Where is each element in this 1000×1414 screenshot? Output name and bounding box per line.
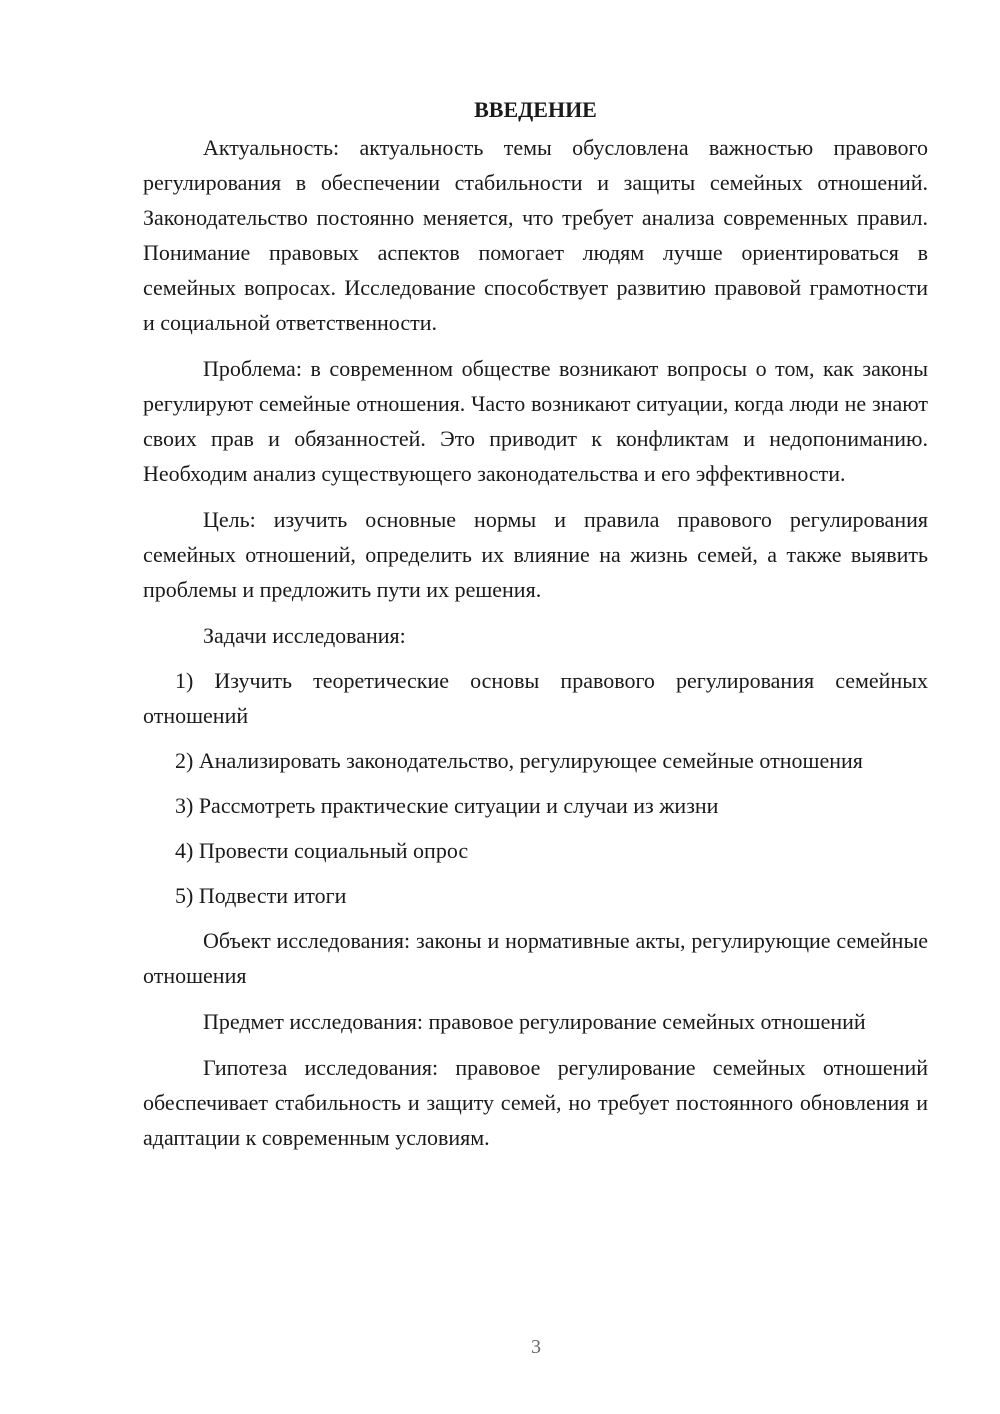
paragraph-relevance: Актуальность: актуальность темы обусловлена важностью правового регулирования в обеспечении стабильности и защиты семейных отношений. Законодательство постоянно меняется, что требует анализа современных правил. Понимание правовых аспектов помогает людям лучше ориентироваться в семейных вопросах. Исследование способствует развитию правовой грамотности и социальной ответственности. (143, 135, 928, 335)
page-content (143, 92, 928, 1166)
paragraph-goal: Цель: изучить основные нормы и правила правового регулирования семейных отношений, определить их влияние на жизнь семей, а также выявить проблемы и предложить пути их решения. (143, 507, 928, 602)
task-item-1: 1) Изучить теоретические основы правового регулирования семейных отношений (143, 668, 928, 728)
task-item-5: 5) Подвести итоги (175, 883, 347, 908)
page-number: 3 (531, 1336, 541, 1358)
paragraph-subject: Предмет исследования: правовое регулирование семейных отношений (203, 1009, 866, 1034)
task-item-2: 2) Анализировать законодательство, регулирующее семейные отношения (175, 748, 863, 773)
task-item-4: 4) Провести социальный опрос (175, 838, 469, 863)
paragraph-problem: Проблема: в современном обществе возникают вопросы о том, как законы регулируют семейные отношения. Часто возникают ситуации, когда люди не знают своих прав и обязанностей. Это приводит к конфликтам и недопониманию. Необходим анализ существующего законодательства и его эффективности. (143, 356, 928, 486)
section-title: ВВЕДЕНИЕ (474, 97, 597, 122)
paragraph-object: Объект исследования: законы и нормативные акты, регулирующие семейные отношения (143, 928, 928, 988)
paragraph-hypothesis: Гипотеза исследования: правовое регулирование семейных отношений обеспечивает стабильность и защиту семей, но требует постоянного обновления и адаптации к современным условиям. (143, 1055, 928, 1150)
tasks-label: Задачи исследования: (203, 623, 406, 648)
task-item-3: 3) Рассмотреть практические ситуации и случаи из жизни (175, 793, 719, 818)
